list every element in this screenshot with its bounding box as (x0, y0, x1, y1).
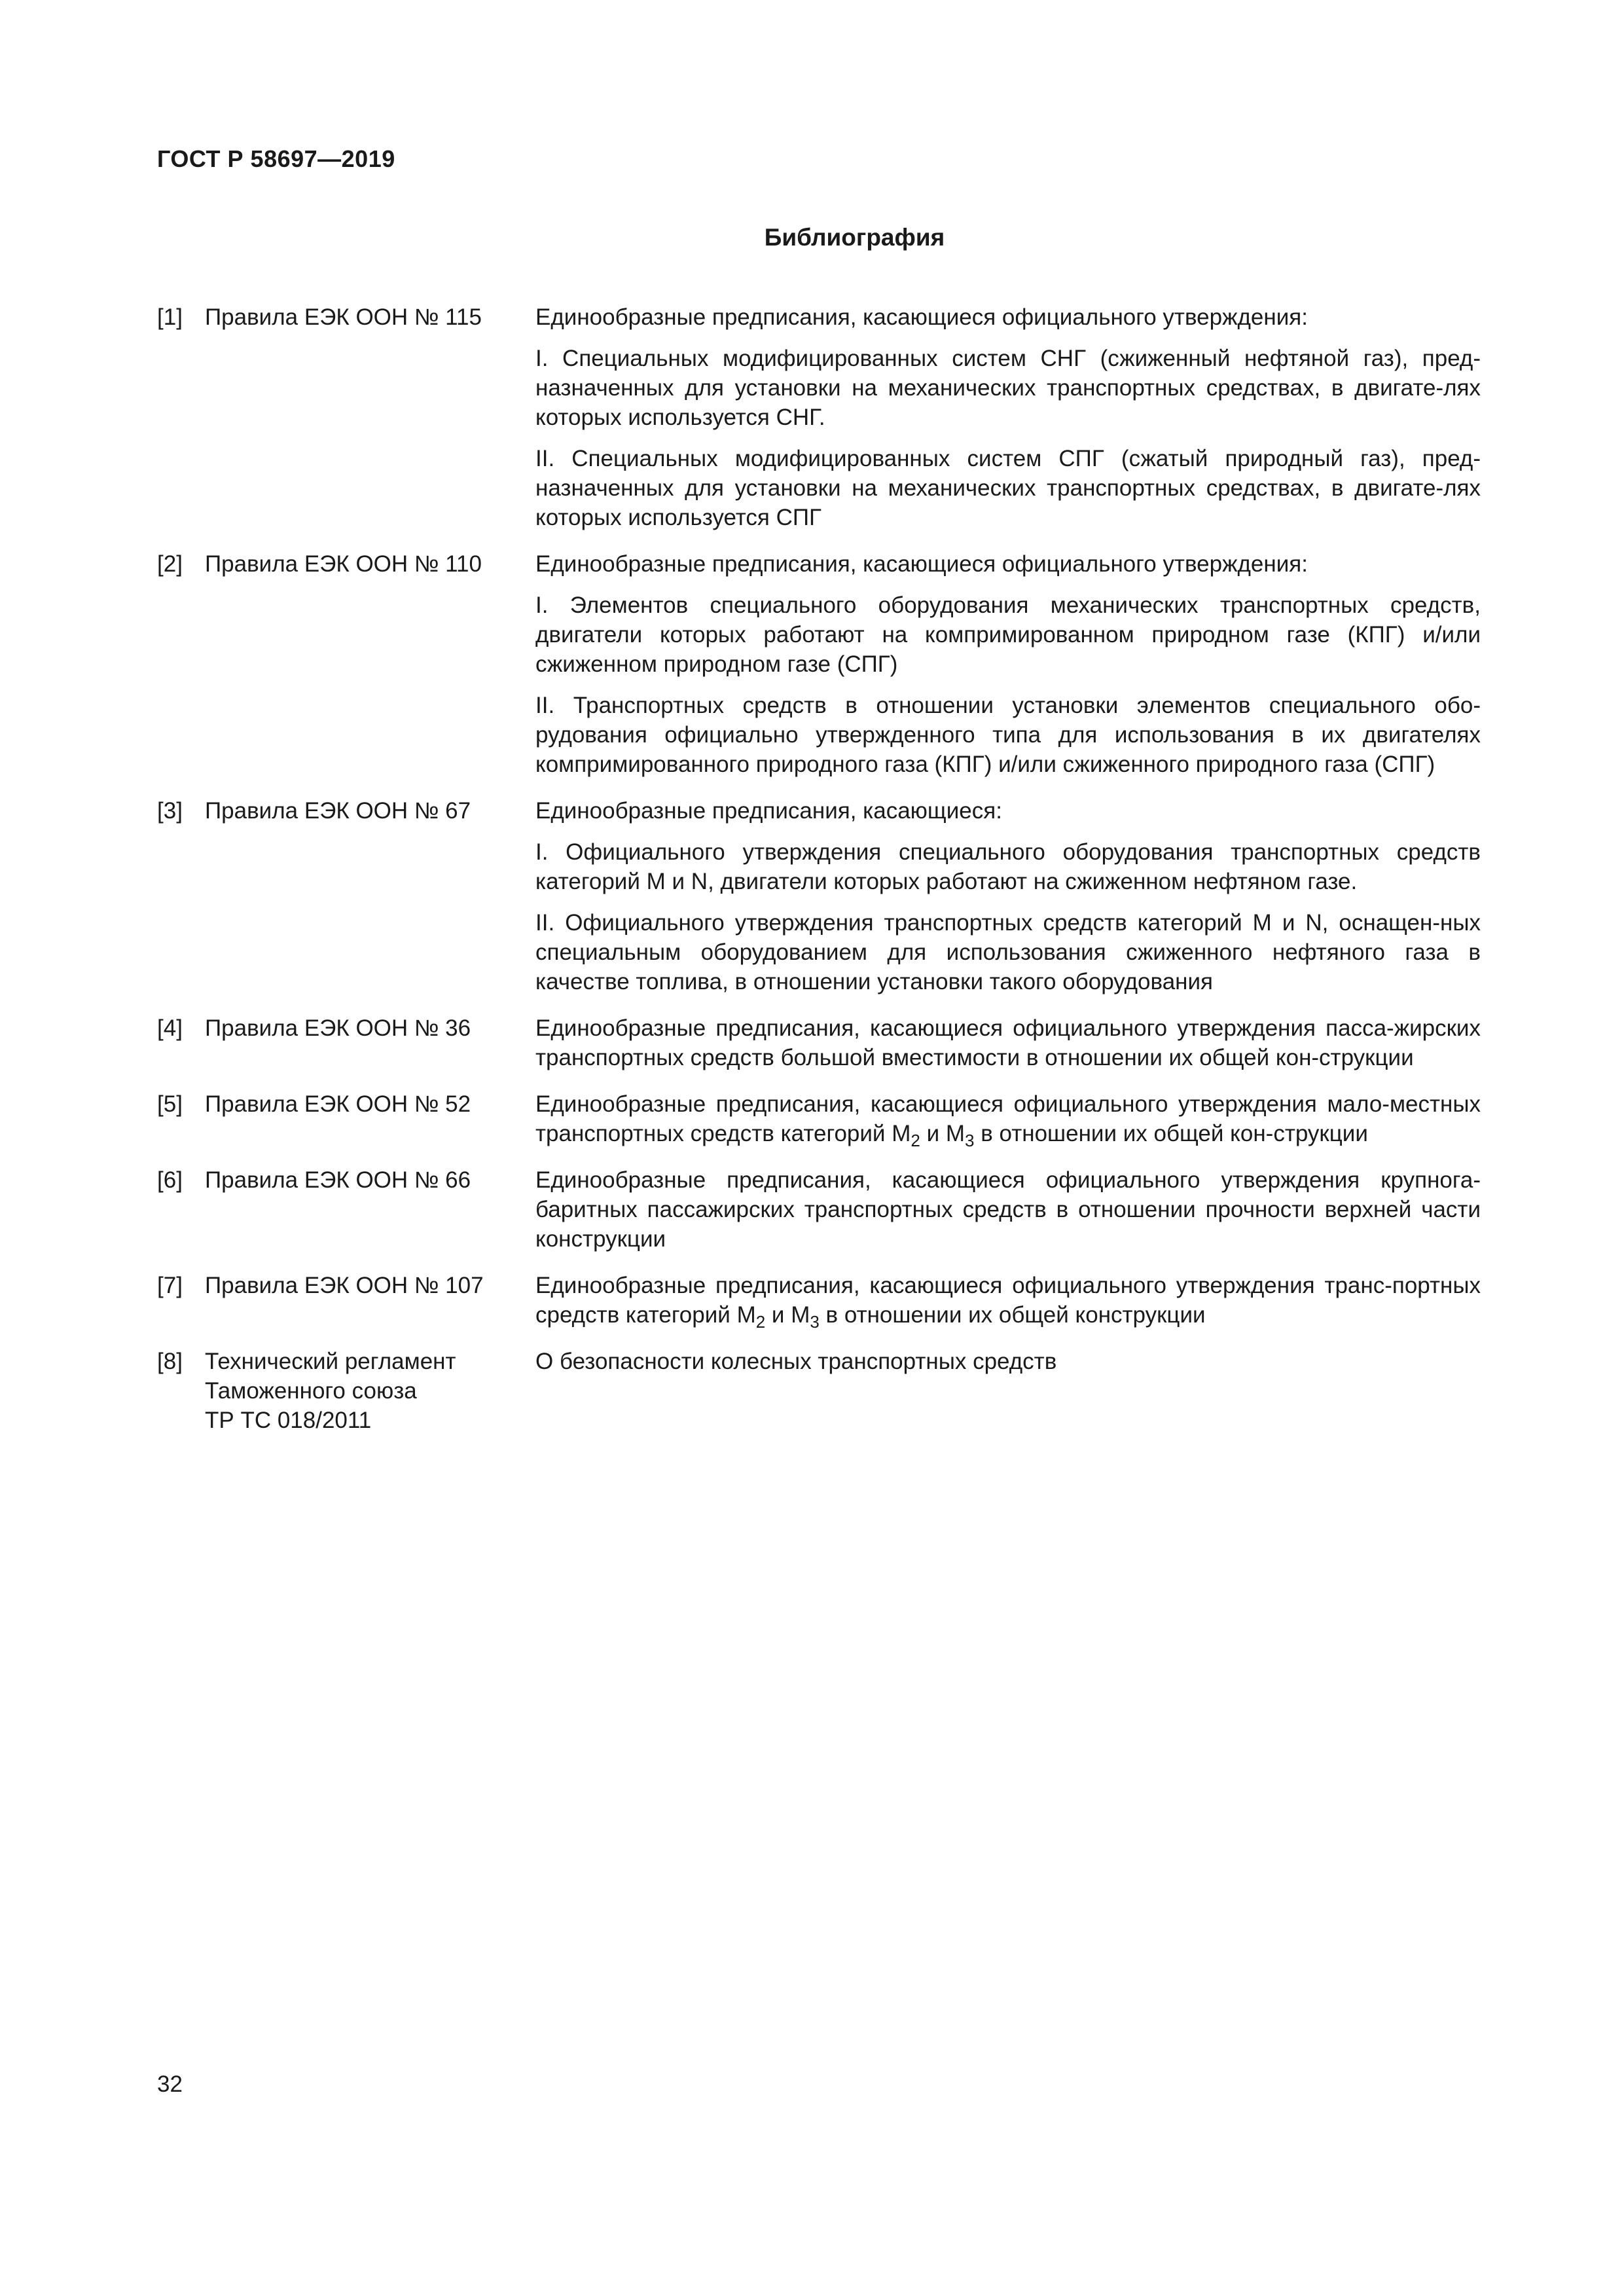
entry-paragraph: I. Специальных модифицированных систем СНГ (сжиженный нефтяной газ), пред-назначенных для установки на механических транспортных средствах, в двигате-лях которых используется СНГ. (535, 346, 1481, 430)
entry-paragraph: Единообразные предписания, касающиеся официального утверждения: (535, 304, 1308, 330)
entry-source (205, 1089, 535, 1148)
bibliography-entry (157, 1165, 1481, 1254)
entry-source (205, 1347, 535, 1435)
text-run: в отношении их общей конструкции (819, 1302, 1206, 1328)
entry-number: [1] (157, 304, 183, 330)
entry-number: [3] (157, 798, 183, 824)
subscript: 3 (810, 1312, 820, 1332)
entry-paragraph (535, 1089, 1481, 1148)
entry-description (535, 796, 1481, 996)
entry-source-line: Правила ЕЭК ООН № 52 (205, 1091, 471, 1117)
entry-source (205, 1013, 535, 1072)
entry-description (535, 302, 1481, 532)
subscript: 2 (911, 1131, 920, 1150)
entry-source-line: Правила ЕЭК ООН № 115 (205, 304, 482, 330)
text-run: и M (920, 1121, 965, 1146)
entry-paragraph: II. Официального утверждения транспортных средств категорий M и N, оснащен-ных специальным оборудованием для использования сжиженного нефтяного газа в качестве топлива, в отношении установки такого оборудования (535, 910, 1481, 994)
entry-number: [5] (157, 1091, 183, 1117)
entry-source (205, 1165, 535, 1254)
text-run: и M (765, 1302, 810, 1328)
entry-paragraph: О безопасности колесных транспортных средств (535, 1349, 1057, 1374)
text-run: Единообразные предписания, касающиеся официального утверждения мало-местных транспортных средств категорий M (535, 1091, 1481, 1146)
entry-source-line: Правила ЕЭК ООН № 36 (205, 1015, 471, 1041)
page-number: 32 (157, 2071, 183, 2097)
entry-source-line: Правила ЕЭК ООН № 66 (205, 1167, 471, 1193)
bibliography-entry (157, 549, 1481, 779)
entry-paragraph: Единообразные предписания, касающиеся официального утверждения крупнога-баритных пассажирских транспортных средств в отношении прочности верхней части конструкции (535, 1167, 1481, 1252)
page-title: Библиография (764, 224, 945, 251)
entry-description (535, 1013, 1481, 1072)
entry-paragraph: Единообразные предписания, касающиеся официального утверждения пасса-жирских транспортных средств большой вместимости в отношении их общей кон-струкции (535, 1015, 1481, 1070)
entry-number: [6] (157, 1167, 183, 1193)
bibliography-entry (157, 302, 1481, 532)
entry-paragraph: II. Специальных модифицированных систем СПГ (сжатый природный газ), пред-назначенных для установки на механических транспортных средствах, в двигате-лях которых используется СПГ (535, 446, 1481, 530)
subscript: 3 (965, 1131, 975, 1150)
bibliography-entry (157, 1347, 1481, 1435)
entry-number: [7] (157, 1273, 183, 1298)
entry-paragraph: I. Официального утверждения специального оборудования транспортных средств категорий M и N, двигатели которых работают на сжиженном нефтяном газе. (535, 839, 1481, 894)
entry-source-line: Правила ЕЭК ООН № 107 (205, 1273, 484, 1298)
entry-source-line: Таможенного союза (205, 1378, 417, 1404)
text-run: в отношении их общей кон-струкции (974, 1121, 1368, 1146)
bibliography-entry (157, 796, 1481, 996)
entry-number: [8] (157, 1349, 183, 1374)
entry-paragraph (535, 1271, 1481, 1330)
entry-description (535, 549, 1481, 779)
entry-source (205, 1271, 535, 1330)
entry-paragraph: I. Элементов специального оборудования механических транспортных средств, двигатели которых работают на компримированном природном газе (КПГ) и/или сжиженном природном газе (СПГ) (535, 592, 1481, 677)
bibliography-list (157, 302, 1481, 1452)
entry-source (205, 549, 535, 779)
entry-source-line: ТР ТС 018/2011 (205, 1408, 372, 1433)
entry-paragraph: Единообразные предписания, касающиеся официального утверждения: (535, 551, 1308, 577)
entry-source-line: Технический регламент (205, 1349, 456, 1374)
subscript: 2 (755, 1312, 766, 1332)
entry-source-line: Правила ЕЭК ООН № 110 (205, 551, 482, 577)
entry-description (535, 1165, 1481, 1254)
text-run: Единообразные предписания, касающиеся официального утверждения транс-портных средств категорий M (535, 1273, 1481, 1328)
entry-description (535, 1347, 1481, 1435)
entry-description (535, 1089, 1481, 1148)
entry-number: [2] (157, 551, 183, 577)
entry-number: [4] (157, 1015, 183, 1041)
entry-paragraph: II. Транспортных средств в отношении установки элементов специального обо-рудования официально утвержденного типа для использования в их двигателях компримированного природного газа (КПГ) и/или сжиженного природного газа (СПГ) (535, 693, 1481, 777)
entry-source (205, 796, 535, 996)
entry-source-line: Правила ЕЭК ООН № 67 (205, 798, 471, 824)
bibliography-entry (157, 1013, 1481, 1072)
document-id-header: ГОСТ Р 58697—2019 (157, 145, 395, 172)
entry-source (205, 302, 535, 532)
entry-description (535, 1271, 1481, 1330)
bibliography-entry (157, 1089, 1481, 1148)
bibliography-entry (157, 1271, 1481, 1330)
entry-paragraph: Единообразные предписания, касающиеся: (535, 798, 1002, 824)
